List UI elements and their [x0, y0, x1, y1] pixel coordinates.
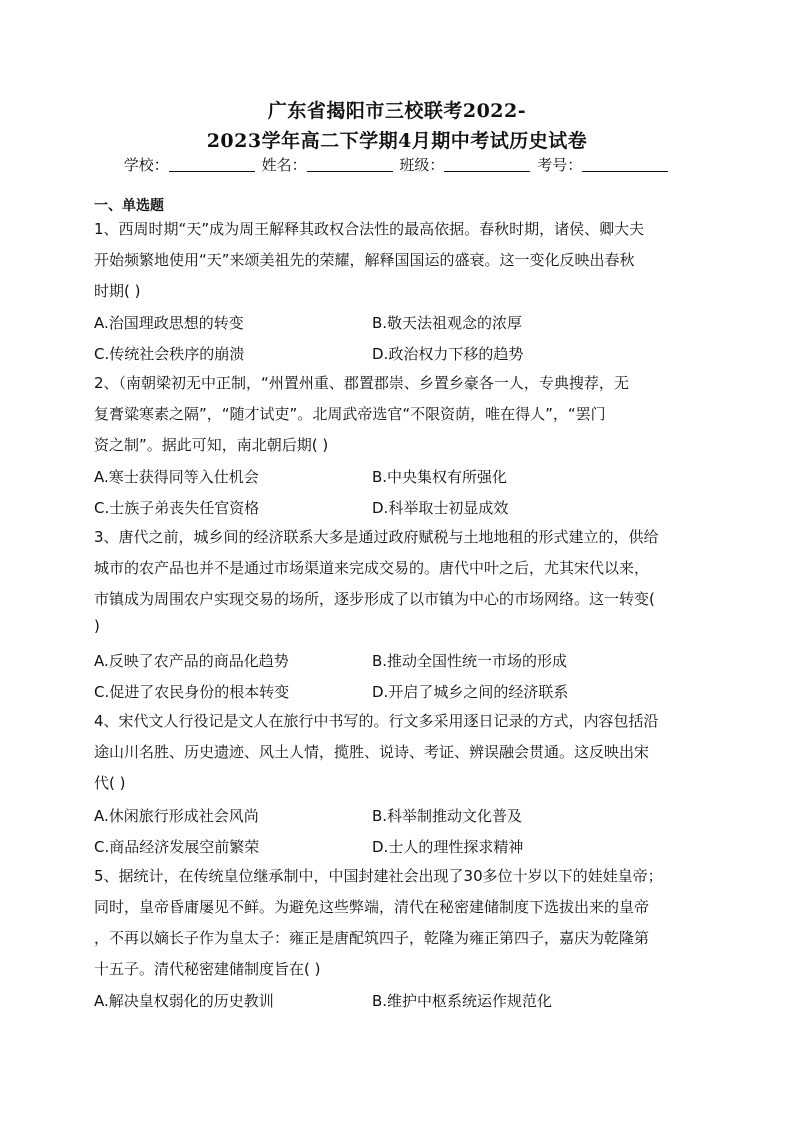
class-label: 班级： [399, 156, 445, 174]
question-line: 3、唐代之前，城乡间的经济联系大多是通过政府赋税与土地地租的形式建立的，供给 [94, 528, 659, 546]
question-line: 同时，皇帝昏庸屡见不鲜。为避免这些弊端，清代在秘密建储制度下选拔出来的皇帝 [94, 898, 650, 916]
exam-number-label: 考号： [537, 156, 583, 174]
q1-option-b[interactable]: B.敬天法祖观念的浓厚 [372, 314, 523, 332]
exam-number-blank[interactable] [582, 157, 668, 172]
q3-option-b[interactable]: B.推动全国性统一市场的形成 [372, 652, 568, 670]
q1-option-d[interactable]: D.政治权力下移的趋势 [372, 345, 524, 363]
question-line: 代( ) [94, 774, 126, 792]
q2-option-d[interactable]: D.科举取士初显成效 [372, 499, 509, 517]
name-label: 姓名： [261, 156, 307, 174]
q3-option-d[interactable]: D.开启了城乡之间的经济联系 [372, 683, 569, 701]
question-line: 2、（南朝梁初无中正制，“州置州重、郡置郡崇、乡置乡豪各一人，专典搜荐，无 [94, 374, 629, 392]
q3-option-a[interactable]: A.反映了农产品的商品化趋势 [94, 652, 289, 670]
q1-option-a[interactable]: A.治国理政思想的转变 [94, 314, 244, 332]
q2-option-b[interactable]: B.中央集权有所强化 [372, 468, 508, 486]
question-line: 城市的农产品也并不是通过市场渠道来完成交易的。唐代中叶之后，尤其宋代以来， [94, 559, 650, 577]
question-line: ) [94, 617, 100, 635]
q4-option-c[interactable]: C.商品经济发展空前繁荣 [94, 838, 260, 856]
q4-option-d[interactable]: D.士人的理性探求精神 [372, 838, 524, 856]
question-line: 复膏粱寒素之隔”，“随才试吏”。北周武帝选官“不限资荫，唯在得人”，“罢门 [94, 405, 606, 423]
q1-option-c[interactable]: C.传统社会秩序的崩溃 [94, 345, 245, 363]
class-blank[interactable] [444, 157, 530, 172]
q2-option-c[interactable]: C.士族子弟丧失任官资格 [94, 499, 260, 517]
question-4 [94, 706, 704, 799]
name-blank[interactable] [307, 157, 393, 172]
question-line: 开始频繁地使用“天”来颂美祖先的荣耀，解释国国运的盛衰。这一变化反映出春秋 [94, 251, 635, 269]
question-5 [94, 861, 704, 985]
question-line: 1、西周时期“天”成为周王解释其政权合法性的最高依据。春秋时期，诸侯、卿大夫 [94, 220, 645, 238]
exam-title-line-2: 2023学年高二下学期4月期中考试历史试卷 [206, 130, 588, 152]
question-line: 途山川名胜、历史遗迹、风土人情，揽胜、说诗、考证、辨误融会贯通。这反映出宋 [94, 743, 650, 761]
q4-option-b[interactable]: B.科举制推动文化普及 [372, 807, 523, 825]
school-label: 学校： [123, 156, 169, 174]
school-blank[interactable] [169, 157, 255, 172]
question-2 [94, 368, 704, 461]
question-line: 时期( ) [94, 282, 141, 300]
question-line: 市镇成为周围农户实现交易的场所，逐步形成了以市镇为中心的市场网络。这一转变( [94, 590, 655, 608]
q5-option-a[interactable]: A.解决皇权弱化的历史教训 [94, 992, 274, 1010]
question-1 [94, 214, 704, 307]
section-title: 一、单选题 [94, 198, 164, 214]
student-info-line [0, 154, 794, 175]
question-line: 5、据统计，在传统皇位继承制中，中国封建社会出现了30多位十岁以下的娃娃皇帝； [94, 867, 663, 885]
q4-option-a[interactable]: A.休闲旅行形成社会风尚 [94, 807, 259, 825]
question-line: 4、宋代文人行役记是文人在旅行中书写的。行文多采用逐日记录的方式，内容包括沿 [94, 712, 659, 730]
q2-option-a[interactable]: A.寒士获得同等入仕机会 [94, 468, 259, 486]
exam-title-line-1: 广东省揭阳市三校联考2022- [267, 100, 527, 122]
q3-option-c[interactable]: C.促进了农民身份的根本转变 [94, 683, 290, 701]
question-line: 十五子。清代秘密建储制度旨在( ) [94, 960, 321, 978]
question-line: ，不再以嫡长子作为皇太子：雍正是唐配筑四子，乾隆为雍正第四子，嘉庆为乾隆第 [94, 929, 650, 947]
q5-option-b[interactable]: B.维护中枢系统运作规范化 [372, 992, 553, 1010]
question-line: 资之制”。据此可知，南北朝后期( ) [94, 436, 329, 454]
question-3 [94, 522, 704, 637]
